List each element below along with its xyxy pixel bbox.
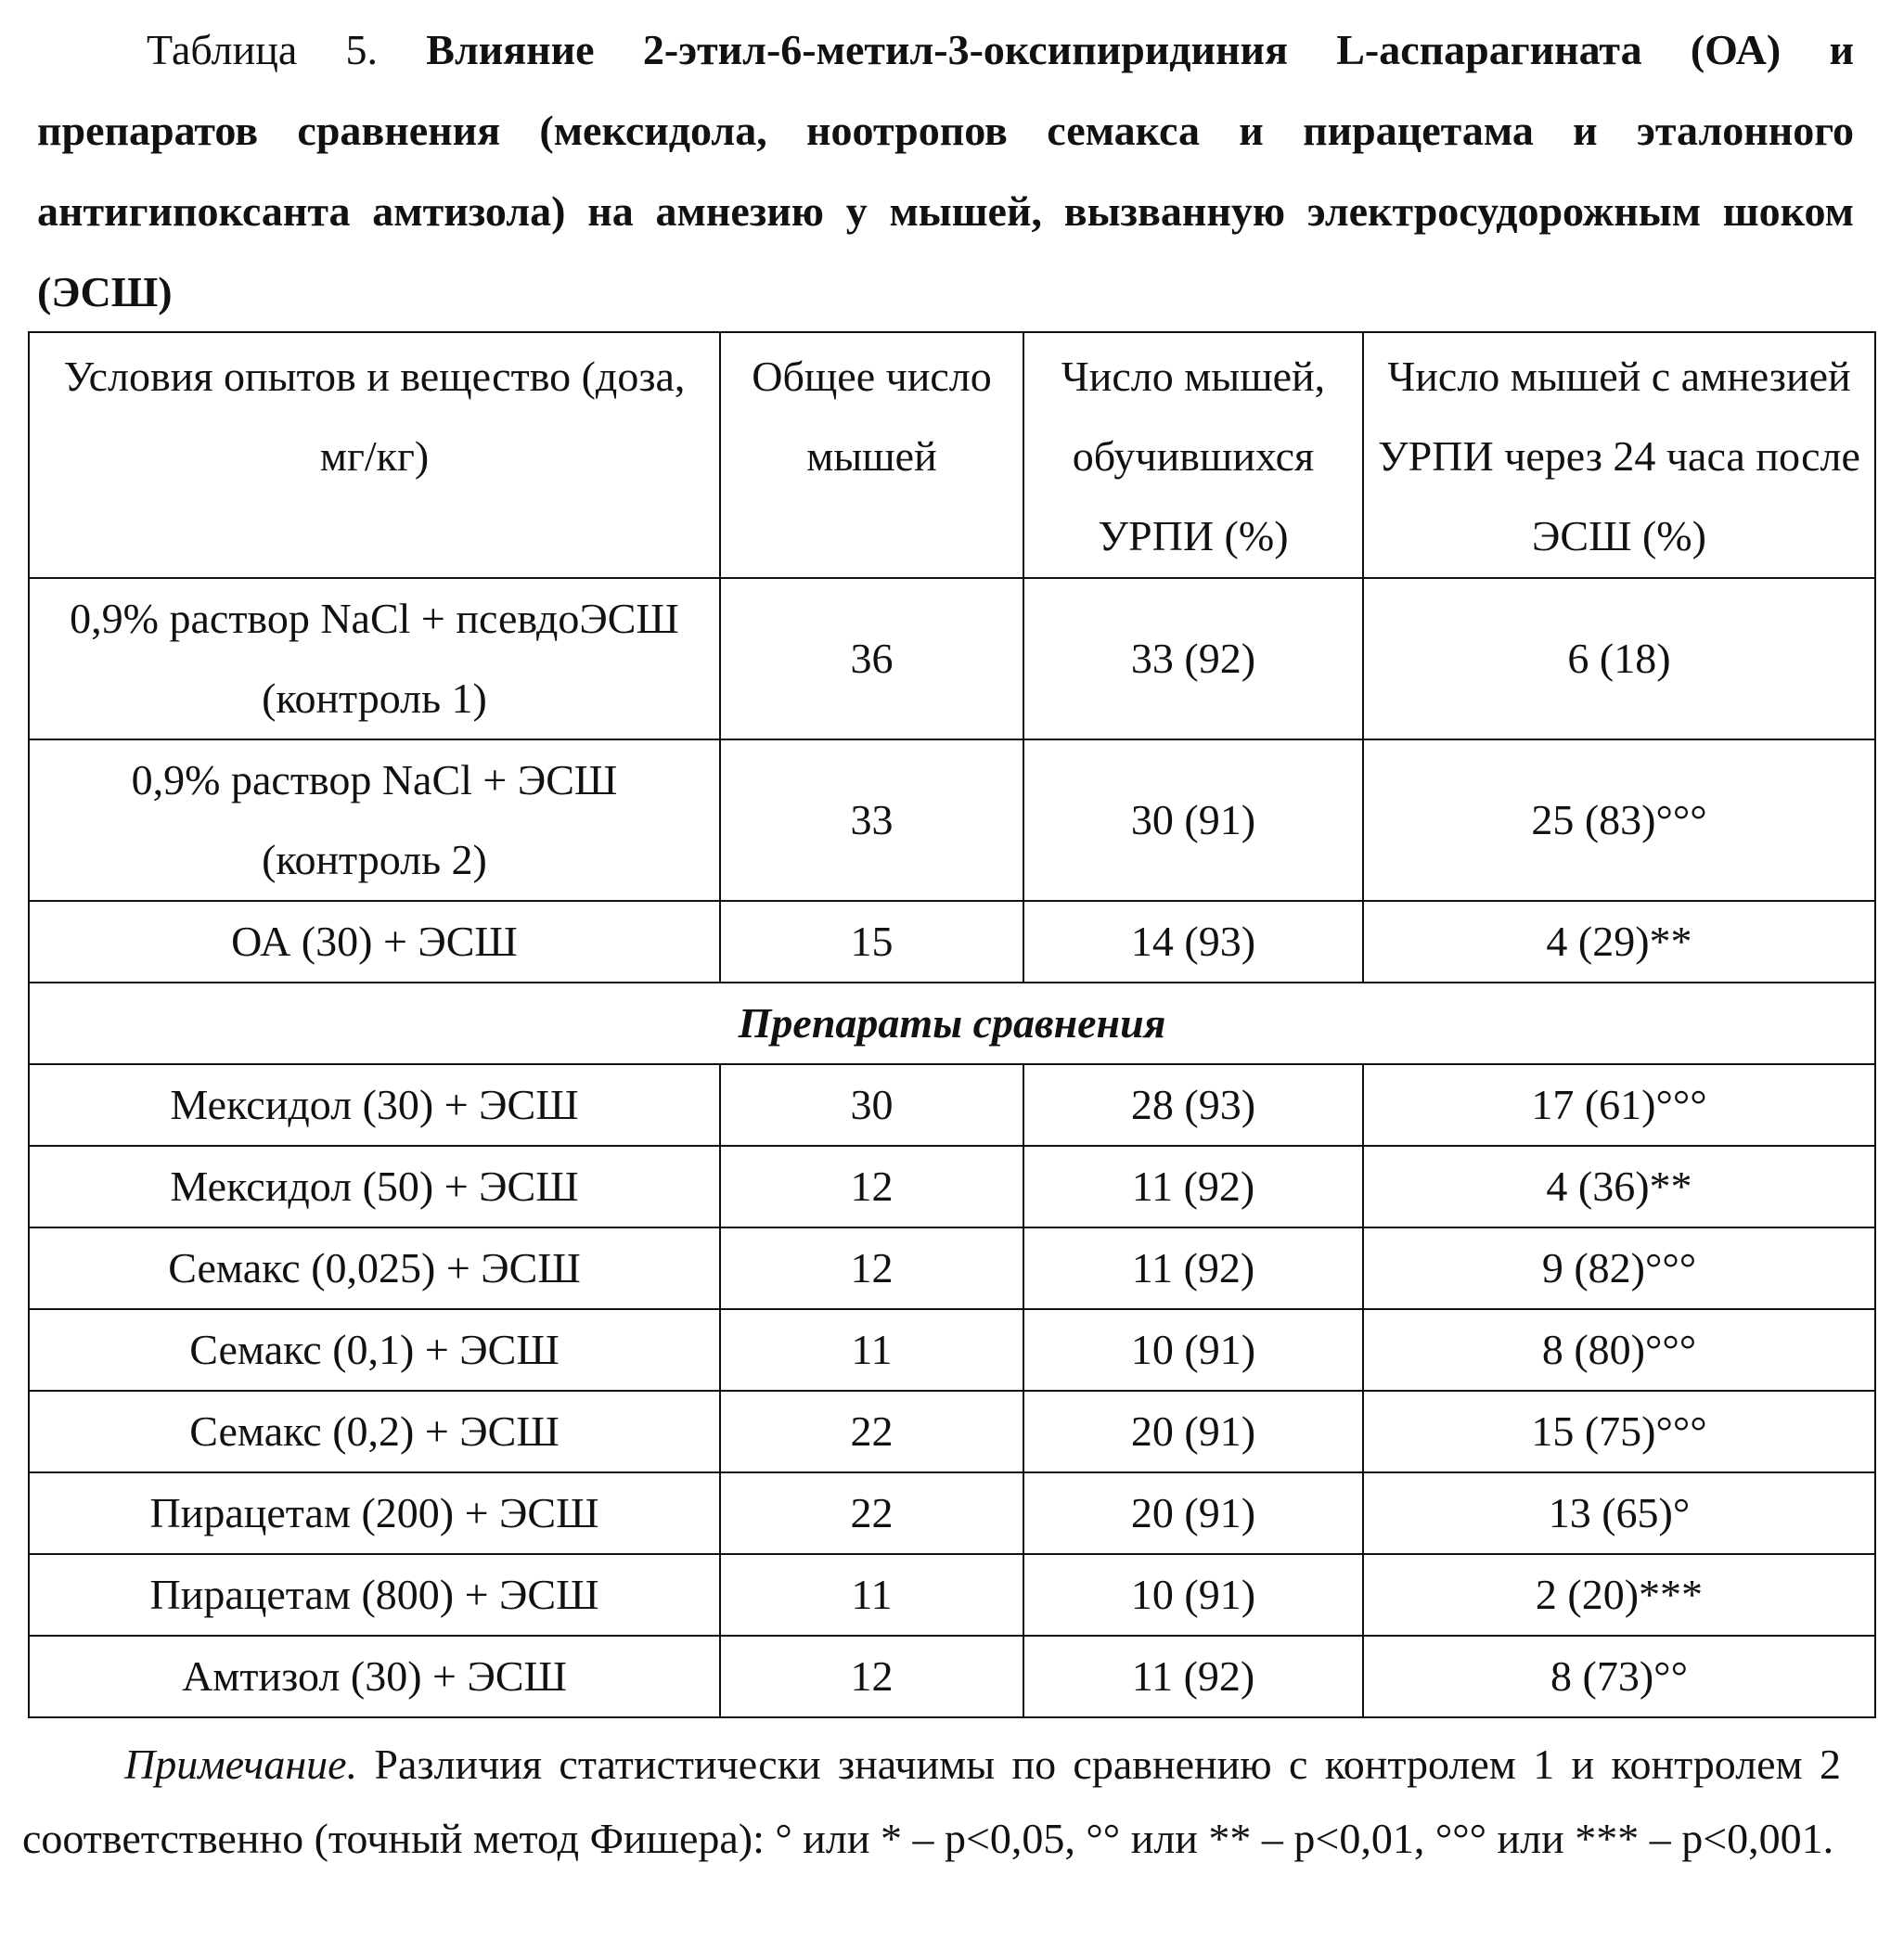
note-text: Различия статистически значимы по сравнению с контролем 1 и контролем 2 соответственно (точный метод Фишера): ° или * – p<0,05, °° или ** – p<0,01, °°° или *** – p<0,001. [22, 1741, 1841, 1862]
cell-amnesia: 6 (18) [1363, 578, 1875, 739]
header-total: Общее число мышей [720, 332, 1023, 578]
cell-total: 12 [720, 1636, 1023, 1717]
cell-trained: 11 (92) [1023, 1146, 1363, 1227]
cell-condition: Пирацетам (200) + ЭСШ [29, 1472, 720, 1554]
cell-condition: Семакс (0,2) + ЭСШ [29, 1391, 720, 1472]
cell-trained: 20 (91) [1023, 1391, 1363, 1472]
cell-amnesia: 13 (65)° [1363, 1472, 1875, 1554]
cell-condition: Мексидол (50) + ЭСШ [29, 1146, 720, 1227]
cell-trained: 28 (93) [1023, 1064, 1363, 1146]
cell-total: 33 [720, 739, 1023, 901]
table-row [29, 578, 1875, 739]
results-table [28, 331, 1876, 1718]
cell-total: 22 [720, 1472, 1023, 1554]
document-page [0, 0, 1904, 1953]
cell-condition: Мексидол (30) + ЭСШ [29, 1064, 720, 1146]
header-row [29, 332, 1875, 578]
cell-amnesia: 4 (29)** [1363, 901, 1875, 983]
cell-total: 12 [720, 1227, 1023, 1309]
cell-amnesia: 9 (82)°°° [1363, 1227, 1875, 1309]
cell-total: 15 [720, 901, 1023, 983]
table-row [29, 1227, 1875, 1309]
table-note [22, 1728, 1841, 1876]
header-trained: Число мышей, обучившихся УРПИ (%) [1023, 332, 1363, 578]
cell-total: 11 [720, 1554, 1023, 1636]
caption-lead: Таблица 5. [37, 26, 378, 73]
cell-trained: 11 (92) [1023, 1227, 1363, 1309]
header-amnesia: Число мышей с амнезией УРПИ через 24 часа после ЭСШ (%) [1363, 332, 1875, 578]
cell-total: 12 [720, 1146, 1023, 1227]
cell-condition: 0,9% раствор NaCl + псевдоЭСШ (контроль 1) [29, 578, 720, 739]
table-row [29, 1554, 1875, 1636]
cell-trained: 14 (93) [1023, 901, 1363, 983]
cell-amnesia: 25 (83)°°° [1363, 739, 1875, 901]
table-row [29, 1146, 1875, 1227]
cell-trained: 11 (92) [1023, 1636, 1363, 1717]
section-label: Препараты сравнения [29, 983, 1875, 1064]
cell-total: 22 [720, 1391, 1023, 1472]
cell-amnesia: 8 (73)°° [1363, 1636, 1875, 1717]
cell-amnesia: 2 (20)*** [1363, 1554, 1875, 1636]
table-row [29, 1309, 1875, 1391]
cell-trained: 20 (91) [1023, 1472, 1363, 1554]
header-condition: Условия опытов и вещество (доза, мг/кг) [29, 332, 720, 578]
table-row [29, 1391, 1875, 1472]
section-row [29, 983, 1875, 1064]
cell-total: 30 [720, 1064, 1023, 1146]
cell-trained: 30 (91) [1023, 739, 1363, 901]
cell-amnesia: 8 (80)°°° [1363, 1309, 1875, 1391]
cell-amnesia: 17 (61)°°° [1363, 1064, 1875, 1146]
cell-trained: 33 (92) [1023, 578, 1363, 739]
cell-condition: Пирацетам (800) + ЭСШ [29, 1554, 720, 1636]
cell-condition: ОА (30) + ЭСШ [29, 901, 720, 983]
cell-trained: 10 (91) [1023, 1554, 1363, 1636]
cell-amnesia: 4 (36)** [1363, 1146, 1875, 1227]
cell-condition: Семакс (0,1) + ЭСШ [29, 1309, 720, 1391]
cell-total: 11 [720, 1309, 1023, 1391]
table-row [29, 1636, 1875, 1717]
note-label: Примечание. [22, 1741, 357, 1788]
table-row [29, 1064, 1875, 1146]
table-row [29, 739, 1875, 901]
cell-trained: 10 (91) [1023, 1309, 1363, 1391]
table-row [29, 1472, 1875, 1554]
cell-total: 36 [720, 578, 1023, 739]
table-row [29, 901, 1875, 983]
table-caption [37, 9, 1854, 332]
caption-title: Влияние 2-этил-6-метил-3-оксипиридиния L-аспарагината (ОА) и препаратов сравнения (мексидола, ноотропов семакса и пирацетама и эталонного антигипоксанта амтизола) на амнезию у мышей, вызванную электросудорожным шоком (ЭСШ) [37, 26, 1854, 315]
cell-amnesia: 15 (75)°°° [1363, 1391, 1875, 1472]
cell-condition: 0,9% раствор NaCl + ЭСШ (контроль 2) [29, 739, 720, 901]
cell-condition: Семакс (0,025) + ЭСШ [29, 1227, 720, 1309]
cell-condition: Амтизол (30) + ЭСШ [29, 1636, 720, 1717]
